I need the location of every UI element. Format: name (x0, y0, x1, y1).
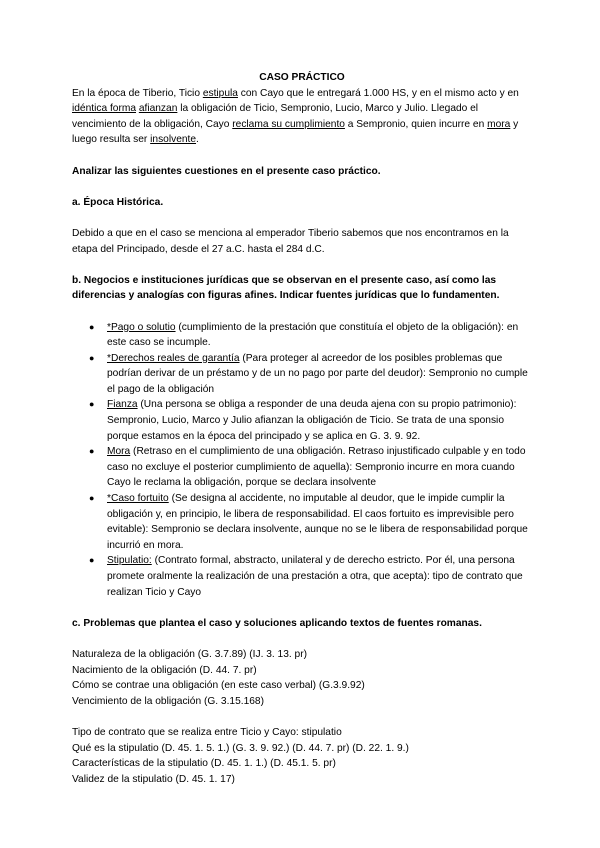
list-term: Stipulatio: (107, 555, 152, 567)
intro-text-1: En la época de Tiberio, Ticio (72, 87, 203, 99)
intro-text-2: con Cayo que le entregará 1.000 HS, y en el mismo acto y en (237, 87, 519, 99)
institutions-list (72, 320, 532, 601)
list-item-stipulatio (72, 553, 532, 600)
section-a-heading: a. Época Histórica. (72, 196, 164, 208)
problem-line: Cómo se contrae una obligación (en este caso verbal) (G.3.9.92) (72, 680, 365, 692)
list-item-derechos (72, 351, 532, 398)
list-desc: (cumplimiento de la prestación que constituía el objeto de la obligación): en este caso se incumple. (107, 321, 519, 349)
problem-line: Nacimiento de la obligación (D. 44. 7. pr) (72, 664, 257, 676)
solution-line: Tipo de contrato que se realiza entre Ticio y Cayo: stipulatio (72, 726, 342, 738)
solution-line: Validez de la stipulatio (D. 45. 1. 17) (72, 773, 235, 785)
bullet-icon: ● (89, 555, 95, 566)
section-b-heading: b. Negocios e instituciones jurídicas que se observan en el presente caso, así como las diferencias y analogías con figuras afines. Indicar fuentes jurídicas que lo fundamenten. (72, 274, 500, 302)
section-a-text: Debido a que en el caso se menciona al emperador Tiberio sabemos que nos encontramos en la etapa del Principado, desde el 27 a.C. hasta el 284 d.C. (72, 227, 509, 255)
bullet-icon: ● (89, 493, 95, 504)
list-term: Mora (107, 446, 131, 458)
analyze-heading: Analizar las siguientes cuestiones en el presente caso práctico. (72, 165, 381, 177)
bullet-icon: ● (89, 352, 95, 363)
list-desc: (Una persona se obliga a responder de una deuda ajena con su propio patrimonio): Sempronio, Lucio, Marco y Julio afianzan la obligación de Ticio. Se trata de una sponsio porque estamos en la época del principado y se aplica en G. 3. 9. 92. (107, 399, 517, 442)
list-item-fianza (72, 397, 532, 444)
intro-text-6: y luego resulta ser (72, 118, 519, 146)
list-term: *Derechos reales de garantía (107, 352, 240, 364)
underlined-identica-forma: idéntica forma (72, 103, 136, 115)
document-title: CASO PRÁCTICO (259, 72, 345, 83)
problem-line: Vencimiento de la obligación (G. 3.15.168) (72, 695, 264, 707)
list-term: Fianza (107, 399, 138, 411)
intro-paragraph (72, 86, 532, 148)
underlined-mora: mora (487, 118, 511, 130)
list-item-mora (72, 444, 532, 491)
underlined-afianzan: afianzan (138, 103, 178, 115)
bullet-icon: ● (89, 321, 95, 332)
underlined-insolvente: insolvente (150, 134, 197, 146)
list-item-caso-fortuito (72, 491, 532, 553)
document-page (72, 70, 532, 787)
intro-text-7: . (196, 134, 199, 146)
bullet-icon: ● (89, 399, 95, 410)
solution-line: Características de la stipulatio (D. 45. 1. 1.) (D. 45.1. 5. pr) (72, 758, 336, 770)
list-desc: (Se designa al accidente, no imputable al deudor, que le impide cumplir la obligación y, en principio, le libera de responsabilidad. El caos fortuito es imprevisible pero evitable): Sempronio se declara insolvente, aunque no se le libera de responsabilidad porque incurrió en mora. (107, 493, 528, 551)
underlined-reclama: reclama su cumplimiento (232, 118, 345, 130)
intro-text-4: la obligación de Ticio, Sempronio, Lucio, Marco y Julio. Llegado el vencimiento de la obligación, Cayo (72, 103, 479, 130)
underlined-estipula: estipula (202, 87, 238, 99)
intro-text-5: a Sempronio, quien incurre en (344, 118, 488, 130)
list-desc: (Contrato formal, abstracto, unilateral y de derecho estricto. Por él, una persona promete oralmente la realización de una prestación a otra, que acepta): tipo de contrato que realizan Ticio y Cayo (107, 555, 523, 598)
list-desc: (Retraso en el cumplimiento de una obligación. Retraso injustificado culpable y en todo caso no excluye el posterior cumplimiento de aquella): Sempronio incurre en mora cuando Cayo le reclama la obligación, porque se declara insolvente (107, 446, 526, 489)
list-desc: (Para proteger al acreedor de los posibles problemas que podrían derivar de un préstamo y de un no pago por parte del deudor): Sempronio no cumple el pago de la obligación (107, 352, 528, 395)
section-c-heading: c. Problemas que plantea el caso y soluciones aplicando textos de fuentes romanas. (72, 617, 482, 629)
problem-line: Naturaleza de la obligación (G. 3.7.89) (IJ. 3. 13. pr) (72, 648, 307, 660)
list-term: *Caso fortuito (107, 493, 169, 505)
solution-line: Qué es la stipulatio (D. 45. 1. 5. 1.) (G. 3. 9. 92.) (D. 44. 7. pr) (D. 22. 1. 9.) (72, 742, 409, 754)
list-term: *Pago o solutio (107, 321, 176, 333)
bullet-icon: ● (89, 446, 95, 457)
list-item-pago (72, 320, 532, 351)
